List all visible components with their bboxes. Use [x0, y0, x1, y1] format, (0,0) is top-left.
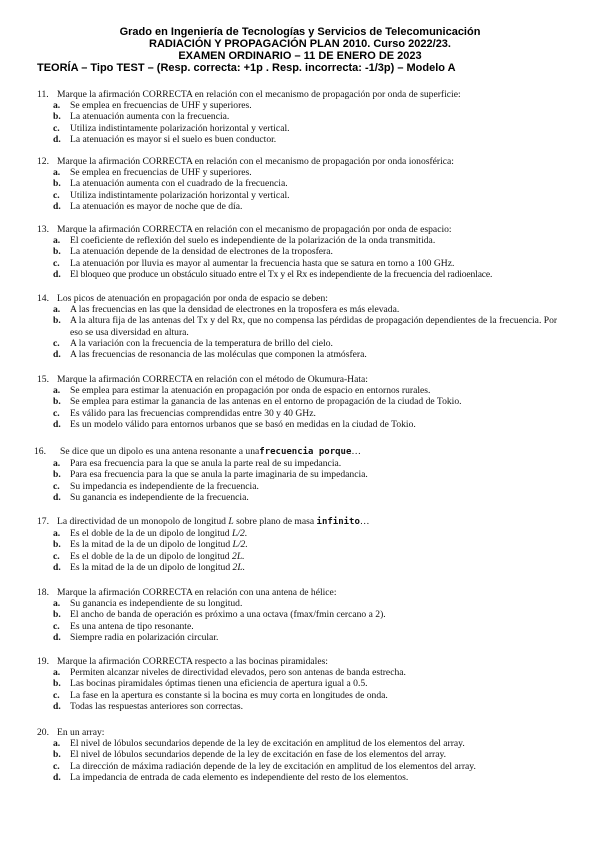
option-a: a. Para esa frecuencia para la que se anula la parte real de su impedancia. [53, 458, 342, 470]
option-d: d. Todas las respuestas anteriores son correctas. [53, 700, 244, 712]
question-18 [0, 587, 600, 643]
option-a: a. El nivel de lóbulos secundarios depende de la ley de excitación en amplitud de los elementos del array. [53, 738, 465, 750]
option-a: a. Se emplea en frecuencias de UHF y superiores. [53, 167, 252, 179]
question-12 [0, 156, 600, 212]
option-c: c. La dirección de máxima radiación depende de la ley de excitación en amplitud de los elementos del array. [53, 760, 476, 772]
option-a: a. Permiten alcanzar niveles de directividad elevados, pero son antenas de banda estrecha. [53, 667, 406, 679]
option-c: c. La atenuación por lluvia es mayor al aumentar la frecuencia hasta que se satura en torno a 100 GHz. [53, 257, 455, 269]
question-stem: 17. La directividad de un monopolo de longitud L sobre plano de masa infinito… [37, 516, 370, 527]
option-c: c. Es válido para las frecuencias comprendidas entre 30 y 40 GHz. [53, 407, 316, 419]
option-a: a. Se emplea para estimar la atenuación en propagación por onda de espacio en entornos rurales. [53, 385, 431, 397]
option-a: a. Es el doble de la de un dipolo de longitud L/2. [53, 528, 248, 540]
option-b: b. Es la mitad de la de un dipolo de longitud L/2. [53, 539, 248, 551]
question-stem: 15. Marque la afirmación CORRECTA en relación con el método de Okumura-Hata: [37, 374, 368, 385]
option-d: d. La atenuación es mayor de noche que de día. [53, 200, 243, 212]
option-b: b. La atenuación aumenta con la frecuencia. [53, 111, 230, 123]
header-instructions: TEORÍA – Tipo TEST – (Resp. correcta: +1p . Resp. incorrecta: -1/3p) – Modelo A [37, 62, 456, 74]
option-b: b. El ancho de banda de operación es próximo a una octava (fmax/fmin cercano a 2). [53, 609, 386, 621]
option-b: b. A la altura fija de las antenas del Tx y del Rx, que no compensa las pérdidas de propagación dependientes de la frecuencia. Por eso se usa diversidad en altura. [53, 315, 558, 338]
question-15 [0, 374, 600, 430]
option-a: a. Se emplea en frecuencias de UHF y superiores. [53, 100, 252, 112]
option-c: c. Utiliza indistintamente polarización horizontal y vertical. [53, 189, 290, 201]
question-stem: 19. Marque la afirmación CORRECTA respecto a las bocinas piramidales: [37, 656, 328, 667]
option-a: a. Su ganancia es independiente de su longitud. [53, 598, 243, 610]
option-c: c. La fase en la apertura es constante si la bocina es muy corta en longitudes de onda. [53, 689, 388, 701]
option-d: d. El bloqueo que produce un obstáculo situado entre el Tx y el Rx es independiente de la frecuencia del radioenlace. [53, 268, 493, 280]
header-exam: EXAMEN ORDINARIO – 11 DE ENERO DE 2023 [178, 50, 422, 62]
option-b: b. Para esa frecuencia para la que se anula la parte imaginaria de su impedancia. [53, 469, 368, 481]
question-17 [0, 516, 600, 573]
option-c: c. A la variación con la frecuencia de la temperatura de brillo del cielo. [53, 337, 333, 349]
question-stem: 12. Marque la afirmación CORRECTA en relación con el mecanismo de propagación por onda ionosférica: [37, 156, 454, 167]
question-stem: 11. Marque la afirmación CORRECTA en relación con el mecanismo de propagación por onda de superficie: [37, 89, 461, 100]
option-d: d. Es un modelo válido para entornos urbanos que se basó en medidas en la ciudad de Tokio. [53, 418, 416, 430]
question-16 [0, 446, 600, 503]
option-d: d. Siempre radia en polarización circular. [53, 631, 219, 643]
option-d: d. Su ganancia es independiente de la frecuencia. [53, 491, 249, 503]
question-11 [0, 89, 600, 145]
option-d: d. A las frecuencias de resonancia de las moléculas que componen la atmósfera. [53, 349, 367, 361]
question-stem: 18. Marque la afirmación CORRECTA en relación con una antena de hélice: [37, 587, 337, 598]
header-degree: Grado en Ingeniería de Tecnologías y Servicios de Telecomunicación [119, 26, 481, 38]
option-b: b. La atenuación aumenta con el cuadrado de la frecuencia. [53, 178, 288, 190]
option-b: b. El nivel de lóbulos secundarios depende de la ley de excitación en fase de los elementos del array. [53, 749, 447, 761]
question-stem: 16. Se dice que un dipolo es una antena resonante a unafrecuencia porque… [34, 446, 361, 457]
option-c: c. Es el doble de la de un dipolo de longitud 2L. [53, 550, 245, 562]
option-d: d. Es la mitad de la de un dipolo de longitud 2L. [53, 561, 246, 573]
option-a: a. A las frecuencias en las que la densidad de electrones en la troposfera es más elevada. [53, 304, 400, 316]
option-b: b. La atenuación depende de la densidad de electrones de la troposfera. [53, 246, 333, 258]
question-20 [0, 727, 600, 783]
option-c: c. Utiliza indistintamente polarización horizontal y vertical. [53, 122, 290, 134]
question-stem: 14. Los picos de atenuación en propagación por onda de espacio se deben: [37, 293, 328, 304]
question-stem: 20. En un array: [37, 727, 105, 738]
header-course: RADIACIÓN Y PROPAGACIÓN PLAN 2010. Curso 2022/23. [149, 38, 451, 50]
option-d: d. La atenuación es mayor si el suelo es buen conductor. [53, 133, 277, 145]
option-b: b. Las bocinas piramidales óptimas tienen una eficiencia de apertura igual a 0.5. [53, 678, 368, 690]
question-stem: 13. Marque la afirmación CORRECTA en relación con el mecanismo de propagación por onda de espacio: [37, 224, 452, 235]
question-14 [0, 293, 600, 360]
option-b: b. Se emplea para estimar la ganancia de las antenas en el entorno de propagación de la ciudad de Tokio. [53, 396, 462, 408]
option-c: c. Es una antena de tipo resonante. [53, 620, 194, 632]
option-a: a. El coeficiente de reflexión del suelo es independiente de la polarización de la onda transmitida. [53, 235, 436, 247]
question-19 [0, 656, 600, 712]
option-c: c. Su impedancia es independiente de la frecuencia. [53, 480, 259, 492]
question-13 [0, 224, 600, 280]
option-d: d. La impedancia de entrada de cada elemento es independiente del resto de los elementos. [53, 771, 409, 783]
